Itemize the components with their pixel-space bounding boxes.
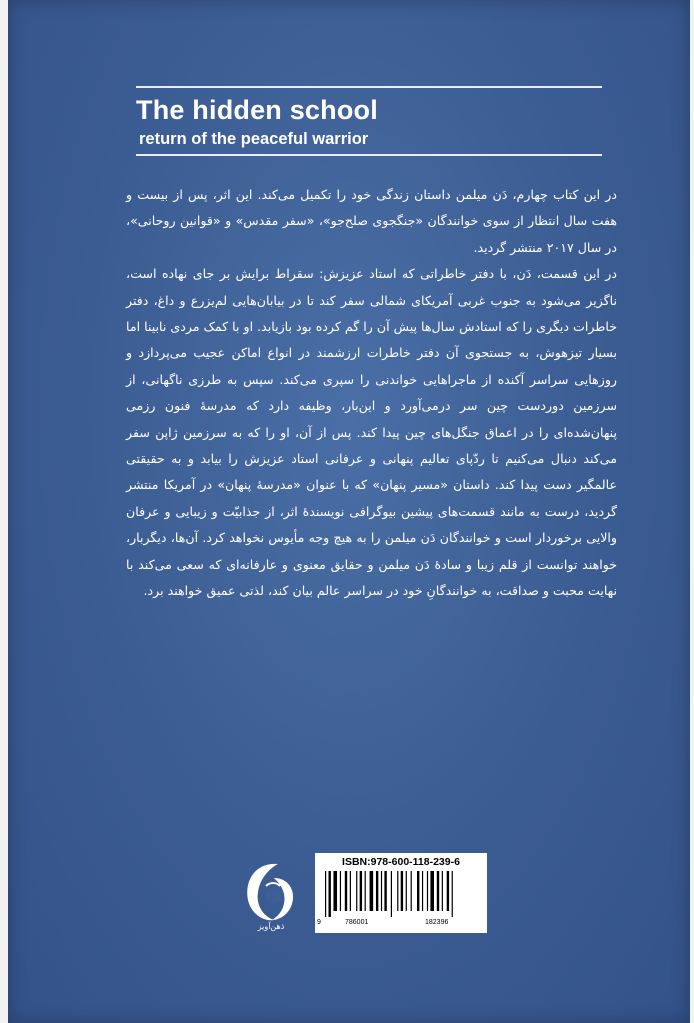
barcode-bars (323, 871, 479, 917)
bottom-divider (136, 154, 602, 156)
book-back-cover (8, 0, 690, 1023)
book-title: The hidden school (136, 95, 378, 125)
isbn-label: ISBN:978-600-118-239-6 (342, 856, 460, 868)
blurb-paragraph-2: در این قسمت، دَن، با دفتر خاطراتی که استاد عزیزش: سقراط برایش بر جای نهاده است، ناگزیر می‌شود به جنوب غربی آمریکای شمالی سفر کند تا در بیابان‌هایی لم‌یزرع و داغ، دفتر خاطرات دیگری را که استادش سال‌ها پیش آن را گم کرده بود بازیابد. او با کمک مردی نابینا اما بسیار تیزهوش، به جستجوی آن دفتر خاطرات ارزشمند در انواع اماکن عجیب می‌پردازد و روزهایی سراسر آکنده از ماجراهایی خواندنی را سپری می‌کند. سپس به طرزی ناگهانی، از سرزمین دوردست چین سر درمی‌آورد و این‌بار، وظیفه دارد که مدرسهٔ فنون رزمی پنهان‌شده‌ای را در اعماق جنگل‌های چین پیدا کند. پس از آن، او را که به سرزمین ژاپن سفر می‌کند دنبال می‌کنیم تا ردّپای تعالیم پنهانی و عرفانی استاد عزیزش را بیابد و به حقیقتی عالمگیر دست پیدا کند. داستان «مسیر پنهان» که با عنوان «مدرسهٔ پنهان» در آمریکا منتشر گردید، درست به مانند قسمت‌های پیشین بیوگرافی نویسندهٔ اثر، از جذابیّت و زیبایی و عرفان والایی برخوردار است و خوانندگان دَن میلمن را به هیچ وجه مأیوس نخواهد کرد. آن‌ها، دیگربار، خواهند توانست از قلم زیبا و سادهٔ دَن میلمن و حقایق معنوی و عارفانه‌ای که سعی می‌کند با نهایت محبت و صداقت، به خوانندگانِ خود در سراسر عالم بیان کند، لذتی عمیق خواهند برد. (126, 266, 617, 599)
back-cover-blurb (126, 182, 617, 605)
publisher-name: ذهن‌آویز (257, 922, 285, 931)
barcode-lead-digit: 9 (317, 919, 321, 926)
book-subtitle: return of the peaceful warrior (139, 130, 369, 148)
isbn-barcode (315, 853, 487, 933)
blurb-paragraph-1: در این کتاب چهارم، دَن میلمن داستان زندگی خود را تکمیل می‌کند. این اثر، پس از بیست و هفت سال انتظار از سوی خوانندگان «جنگجوی صلح‌جو»، «سفر مقدس» و «قوانین روحانی»، در سال ۲۰۱۷ منتشر گردید. (126, 187, 617, 255)
top-divider (136, 86, 602, 88)
barcode-digits-left: 786001 (345, 919, 369, 926)
barcode-digits-right: 182396 (425, 919, 449, 926)
